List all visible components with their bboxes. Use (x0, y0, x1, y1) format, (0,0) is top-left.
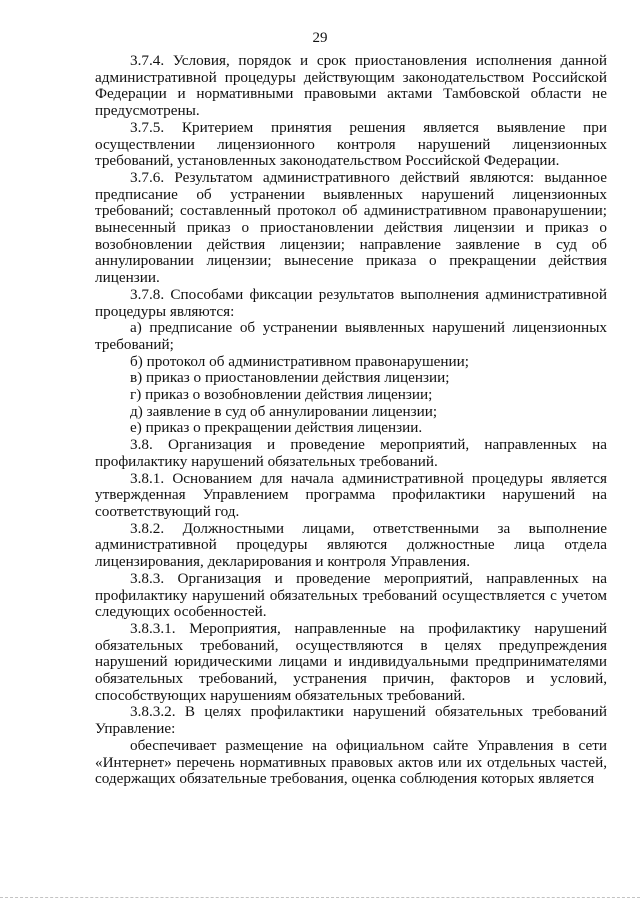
page-number: 29 (312, 30, 328, 46)
list-item-b: б) протокол об административном правонарушении; (130, 352, 469, 370)
list-item-g: г) приказ о возобновлении действия лицензии; (130, 386, 433, 404)
scan-edge-divider (0, 897, 640, 899)
list-item-e: е) приказ о прекращении действия лицензии. (130, 419, 423, 437)
paragraph-3-8-3-2: 3.8.3.2. В целях профилактики нарушений обязательных требований Управление: (95, 703, 607, 738)
list-item-v: в) приказ о приостановлении действия лицензии; (130, 369, 450, 387)
paragraph-3-7-4: 3.7.4. Условия, порядок и срок приостановления исполнения данной административной процедуры действующим законодательством Российской Федерации и нормативными правовыми актами Тамбовской области не предусмотрены. (95, 52, 607, 120)
document-body (95, 53, 607, 788)
list-item-d: д) заявление в суд об аннулировании лицензии; (130, 402, 438, 420)
paragraph-3-7-6: 3.7.6. Результатом административного действий являются: выданное предписание об устранении выявленных нарушений лицензионных требований; составленный протокол об административном правонарушении; вынесенный приказ о приостановлении действия лицензии и приказ о возобновлении действия лицензии; направление заявление в суд об аннулировании лицензии; вынесение приказа о прекращении действия лицензии. (95, 168, 607, 287)
list-item-a: а) предписание об устранении выявленных нарушений лицензионных требований; (95, 319, 607, 353)
paragraph-3-8-2: 3.8.2. Должностными лицами, ответственными за выполнение административной процедуры являются должностные лица отдела лицензирования, декларирования и контроля Управления. (95, 519, 607, 571)
paragraph-3-8-1: 3.8.1. Основанием для начала административной процедуры является утвержденная Управлением программа профилактики нарушений на соответствующий год. (95, 469, 607, 520)
paragraph-3-7-8: 3.7.8. Способами фиксации результатов выполнения административной процедуры являются: (95, 285, 607, 320)
paragraph-3-7-5: 3.7.5. Критерием принятия решения является выявление при осуществлении лицензионного контроля нарушений лицензионных требований, установленных законодательством Российской Федерации. (95, 118, 607, 170)
paragraph-3-8-3: 3.8.3. Организация и проведение мероприятий, направленных на профилактику нарушений обязательных требований осуществляется с учетом следующих особенностей. (95, 569, 607, 621)
paragraph-internet-listing: обеспечивает размещение на официальном сайте Управления в сети «Интернет» перечень нормативных правовых актов или их отдельных частей, содержащих обязательные требования, оценка соблюдения которых является (95, 736, 607, 788)
paragraph-3-8-3-1: 3.8.3.1. Мероприятия, направленные на профилактику нарушений обязательных требований, осуществляются в целях предупреждения нарушений юридическими лицами и индивидуальными предпринимателями обязательных требований, устранения причин, факторов и условий, способствующих нарушениям обязательных требований. (95, 619, 607, 704)
paragraph-3-8: 3.8. Организация и проведение мероприятий, направленных на профилактику нарушений обязательных требований. (95, 436, 607, 470)
